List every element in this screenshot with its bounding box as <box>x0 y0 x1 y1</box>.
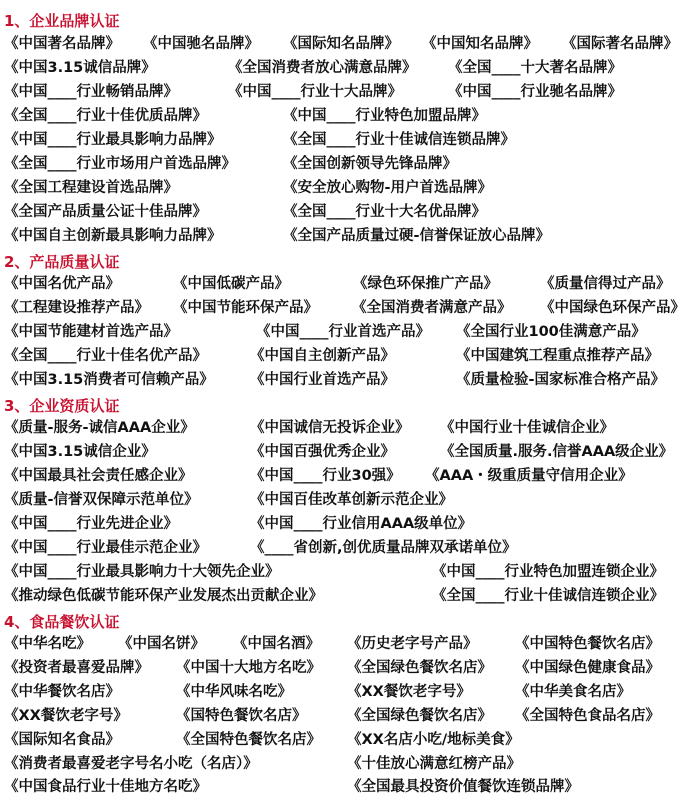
list-item: 《推动绿色低碳节能环保产业发展杰出贡献企业》 <box>4 588 323 604</box>
list-line <box>0 632 700 656</box>
list-item: 《全国产品质量过硬-信誉保证放心品牌》 <box>283 228 551 244</box>
list-line <box>0 512 700 536</box>
list-item: 《中国知名品牌》 <box>422 36 538 52</box>
list-item: 《中国节能建材首选产品》 <box>4 324 178 340</box>
list-item: 《中国____行业30强》 <box>250 468 401 484</box>
list-item: 《中国名酒》 <box>233 636 320 652</box>
list-item: 《中华美食名店》 <box>515 684 631 700</box>
list-line <box>0 296 700 320</box>
list-item: 《中国自主创新产品》 <box>250 348 395 364</box>
list-line <box>0 56 700 80</box>
list-item: 《全国____十大著名品牌》 <box>448 60 622 76</box>
list-item: 《全国产品质量公证十佳品牌》 <box>4 204 207 220</box>
list-item: 《中国____行业十大品牌》 <box>228 84 402 100</box>
list-item: 《中华餐饮名店》 <box>4 684 120 700</box>
list-line <box>0 464 700 488</box>
list-item: 《中国节能环保产品》 <box>173 300 318 316</box>
list-item: 《中国____行业信用AAA级单位》 <box>250 516 473 532</box>
list-item: 《全国最具投资价值餐饮连锁品牌》 <box>347 779 579 795</box>
list-line <box>0 176 700 200</box>
list-item: 《中国食品行业十佳地方名吃》 <box>4 779 207 795</box>
list-item: 《全国____行业十大名优品牌》 <box>283 204 486 220</box>
list-item: 《全国____行业十佳名优产品》 <box>4 348 207 364</box>
list-item: 《绿色环保推广产品》 <box>353 276 498 292</box>
list-item: 《中国名饼》 <box>118 636 205 652</box>
list-item: 《全国绿色餐饮名店》 <box>347 660 492 676</box>
list-line <box>0 680 700 704</box>
section-heading: 1、企业品牌认证 <box>4 12 120 30</box>
list-item: 《国特色餐饮名店》 <box>176 708 307 724</box>
list-line <box>0 32 700 56</box>
list-item: 《中国行业首选产品》 <box>250 372 395 388</box>
list-item: 《全国消费者放心满意品牌》 <box>228 60 417 76</box>
list-item: 《中国____行业畅销品牌》 <box>4 84 178 100</box>
list-line <box>0 728 700 752</box>
list-item: 《XX餐饮老字号》 <box>4 708 128 724</box>
list-line <box>0 704 700 728</box>
list-item: 《工程建设推荐产品》 <box>4 300 149 316</box>
list-line <box>0 320 700 344</box>
list-line <box>0 200 700 224</box>
list-item: 《中国____行业驰名品牌》 <box>448 84 622 100</box>
list-item: 《中国绿色环保产品》 <box>540 300 685 316</box>
list-line <box>0 368 700 392</box>
list-line <box>0 440 700 464</box>
list-item: 《中国名优产品》 <box>4 276 120 292</box>
list-item: 《历史老字号产品》 <box>347 636 478 652</box>
list-item: 《质量信得过产品》 <box>540 276 671 292</box>
section-heading: 4、食品餐饮认证 <box>4 613 120 631</box>
list-line <box>0 128 700 152</box>
list-item: 《中国特色餐饮名店》 <box>515 636 660 652</box>
list-item: 《中国____行业特色加盟连锁企业》 <box>432 564 664 580</box>
list-item: 《中国自主创新最具影响力品牌》 <box>4 228 222 244</box>
list-line <box>0 536 700 560</box>
list-item: 《中国3.15诚信企业》 <box>4 444 156 460</box>
list-item: 《安全放心购物-用户首选品牌》 <box>283 180 493 196</box>
list-line <box>0 584 700 608</box>
list-item: 《中国行业十佳诚信企业》 <box>440 420 614 436</box>
list-item: 《中国3.15诚信品牌》 <box>4 60 156 76</box>
list-item: 《XX餐饮老字号》 <box>347 684 471 700</box>
list-item: 《全国绿色餐饮名店》 <box>347 708 492 724</box>
list-line <box>0 416 700 440</box>
list-item: 《全国____行业十佳诚信连锁企业》 <box>432 588 664 604</box>
list-item: 《全国创新领导先锋品牌》 <box>283 156 457 172</box>
list-line <box>0 775 700 799</box>
list-item: 《全国____行业十佳诚信连锁品牌》 <box>283 132 515 148</box>
list-item: 《国际著名品牌》 <box>562 36 678 52</box>
list-line <box>0 224 700 248</box>
list-item: 《XX名店小吃/地标美食》 <box>347 732 520 748</box>
list-item: 《中国____行业最佳示范企业》 <box>4 540 207 556</box>
list-item: 《全国特色餐饮名店》 <box>176 732 321 748</box>
list-item: 《中华风味名吃》 <box>176 684 292 700</box>
list-item: 《中国绿色健康食品》 <box>515 660 660 676</box>
list-item: 《质量-信誉双保障示范单位》 <box>4 492 199 508</box>
list-item: 《国际知名品牌》 <box>283 36 399 52</box>
list-item: 《中国诚信无投诉企业》 <box>250 420 410 436</box>
list-item: 《中国百强优秀企业》 <box>250 444 395 460</box>
list-item: 《中国建筑工程重点推荐产品》 <box>456 348 659 364</box>
section-heading: 2、产品质量认证 <box>4 253 120 271</box>
list-item: 《中国百佳改革创新示范企业》 <box>250 492 453 508</box>
list-line <box>0 152 700 176</box>
list-item: 《消费者最喜爱老字号名小吃（名店）》 <box>4 756 258 772</box>
list-item: 《中华名吃》 <box>4 636 91 652</box>
list-item: 《中国3.15消费者可信赖产品》 <box>4 372 214 388</box>
list-item: 《中国十大地方名吃》 <box>176 660 321 676</box>
list-item: 《十佳放心满意红榜产品》 <box>347 756 521 772</box>
list-line <box>0 272 700 296</box>
list-item: 《质量-服务-诚信AAA企业》 <box>4 420 195 436</box>
list-item: 《中国____行业最具影响力十大领先企业》 <box>4 564 280 580</box>
list-line <box>0 488 700 512</box>
list-item: 《中国驰名品牌》 <box>143 36 259 52</box>
list-item: 《____省创新,创优质量品牌双承诺单位》 <box>250 540 517 556</box>
list-line <box>0 656 700 680</box>
list-line <box>0 344 700 368</box>
list-item: 《中国____行业最具影响力品牌》 <box>4 132 222 148</box>
list-item: 《全国____行业市场用户首选品牌》 <box>4 156 236 172</box>
list-item: 《中国著名品牌》 <box>4 36 120 52</box>
list-item: 《全国行业100佳满意产品》 <box>456 324 646 340</box>
list-item: 《全国特色食品名店》 <box>515 708 660 724</box>
list-item: 《全国消费者满意产品》 <box>352 300 512 316</box>
list-item: 《质量检验-国家标准合格产品》 <box>456 372 666 388</box>
list-line <box>0 560 700 584</box>
list-item: 《中国____行业先进企业》 <box>4 516 178 532</box>
list-item: 《全国质量.服务.信誉AAA级企业》 <box>440 444 674 460</box>
list-item: 《中国____行业首选产品》 <box>256 324 430 340</box>
list-item: 《国际知名食品》 <box>4 732 120 748</box>
list-item: 《中国低碳产品》 <box>173 276 289 292</box>
list-item: 《投资者最喜爱品牌》 <box>4 660 149 676</box>
section-heading: 3、企业资质认证 <box>4 397 120 415</box>
list-item: 《中国____行业特色加盟品牌》 <box>283 108 486 124</box>
list-item: 《全国____行业十佳优质品牌》 <box>4 108 207 124</box>
list-item: 《全国工程建设首选品牌》 <box>4 180 178 196</box>
list-item: 《中国最具社会责任感企业》 <box>4 468 193 484</box>
list-item: 《AAA・级重质量守信用企业》 <box>425 468 633 484</box>
list-line <box>0 104 700 128</box>
list-line <box>0 80 700 104</box>
list-line <box>0 752 700 776</box>
